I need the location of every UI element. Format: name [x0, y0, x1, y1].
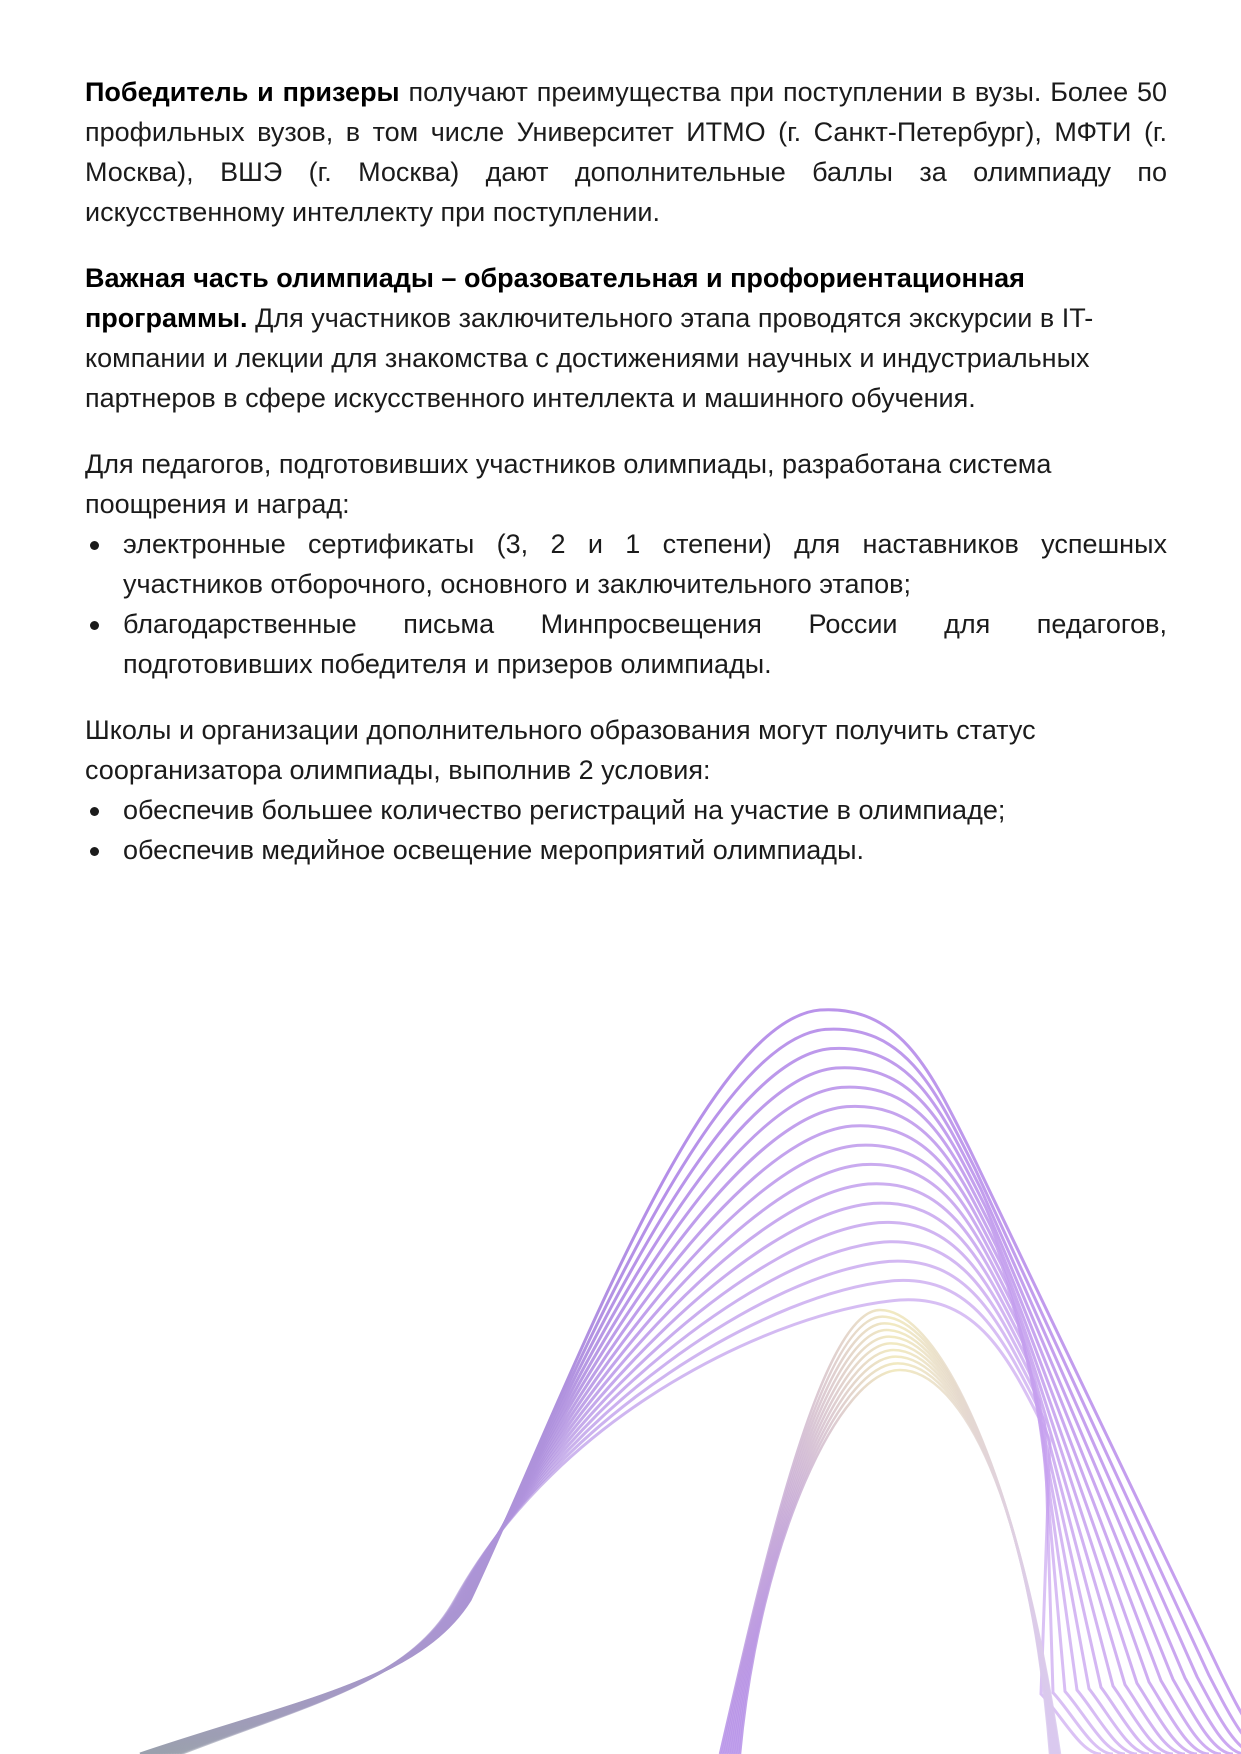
program-heading: Важная часть олимпиады – образовательная и профориентационная программы.	[85, 263, 1025, 333]
inner-wave-line	[720, 1310, 1060, 1754]
inner-wave-line	[733, 1350, 1053, 1754]
schools-list	[85, 790, 1167, 870]
winners-text: получают преимущества при поступлении в вузы. Более 50 профильных вузов, в том числе Университет ИТМО (г. Санкт-Петербург), МФТИ (г. Москва), ВШЭ (г. Москва) дают дополнительные баллы за олимпиаду по искусственному интеллекту при поступлении.	[85, 77, 1167, 227]
bullet-icon	[90, 847, 99, 856]
wave-line	[140, 1010, 1241, 1754]
winners-paragraph	[85, 72, 1167, 232]
schools-intro: Школы и организации дополнительного образования могут получить статус соорганизатора олимпиады, выполнив 2 условия:	[85, 715, 1036, 785]
inner-wave-line	[738, 1363, 1051, 1754]
inner-wave-line	[740, 1370, 1050, 1754]
inner-wave-lines	[720, 1310, 1060, 1754]
document-body	[85, 72, 1167, 896]
list-item: благодарственные письма Минпросвещения России для педагогов, подготовивших победителя и призеров олимпиады.	[85, 604, 1167, 684]
bullet-icon	[90, 807, 99, 816]
wave-line	[180, 1300, 1101, 1754]
program-text: Для участников заключительного этапа проводятся экскурсии в IT-компании и лекции для знакомства с достижениями научных и индустриальных партнеров в сфере искусственного интеллекта и машинного обучения.	[85, 303, 1094, 413]
wave-line	[161, 1164, 1185, 1754]
wave-line	[148, 1068, 1241, 1754]
list-item: обеспечив большее количество регистраций на участие в олимпиаде;	[85, 790, 1167, 830]
inner-wave-line	[724, 1323, 1057, 1754]
outer-wave-lines	[140, 1010, 1241, 1754]
wave-line	[175, 1261, 1125, 1754]
wave-line	[143, 1029, 1241, 1754]
list-item: электронные сертификаты (3, 2 и 1 степени) для наставников успешных участников отборочного, основного и заключительного этапов;	[85, 524, 1167, 604]
teachers-intro: Для педагогов, подготовивших участников олимпиады, разработана система поощрения и наград:	[85, 449, 1052, 519]
program-paragraph	[85, 258, 1167, 418]
list-item: обеспечив медийное освещение мероприятий олимпиады.	[85, 830, 1167, 870]
wave-line	[145, 1048, 1241, 1754]
bullet-icon	[90, 621, 99, 630]
bullet-icon	[90, 541, 99, 550]
wave-line-art	[0, 980, 1241, 1754]
winners-heading: Победитель и призеры	[85, 77, 400, 107]
wave-line	[177, 1280, 1113, 1754]
teachers-list	[85, 524, 1167, 684]
inner-wave-line	[736, 1357, 1053, 1754]
